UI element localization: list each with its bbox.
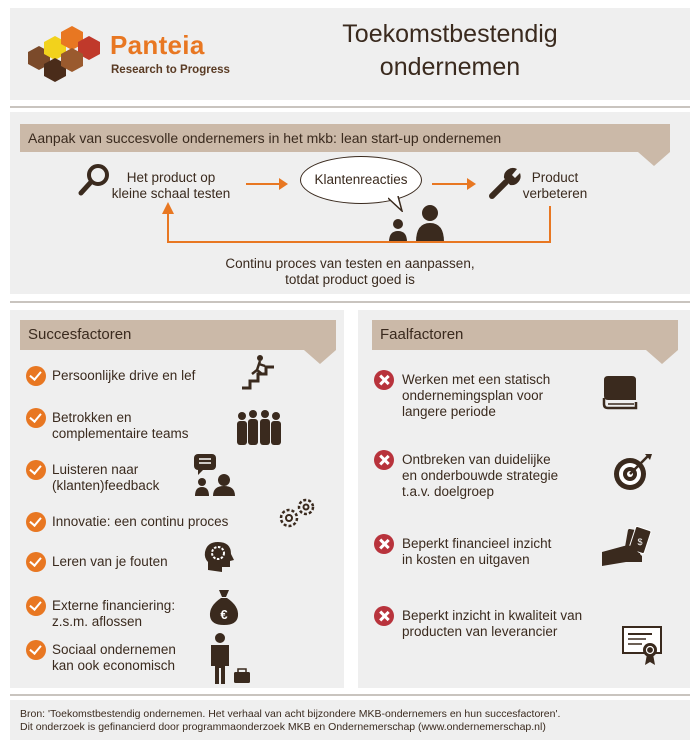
success-item-line: Externe financiering: <box>52 598 176 613</box>
success-item-line: z.s.m. aflossen <box>52 614 143 629</box>
certificate-icon <box>622 626 664 666</box>
cross-icon <box>374 450 394 470</box>
success-item <box>52 554 168 570</box>
step-customer-reactions: Klantenreacties <box>314 172 408 187</box>
header <box>10 8 690 100</box>
success-item <box>52 642 176 674</box>
success-item-line: complementaire teams <box>52 426 189 441</box>
footer <box>10 700 690 740</box>
cross-icon <box>374 606 394 626</box>
divider <box>10 301 690 303</box>
failure-item-line: langere periode <box>402 404 496 419</box>
success-item-line: Innovatie: een continu proces <box>52 514 229 529</box>
process-section <box>10 112 690 294</box>
loop-line-1: Continu proces van testen en aanpassen, <box>225 256 475 271</box>
cross-icon <box>374 534 394 554</box>
feedback-icon <box>194 454 238 496</box>
success-item <box>52 598 175 630</box>
failure-item-line: in kosten en uitgaven <box>402 552 530 567</box>
step-improve-line-2: verbeteren <box>522 186 588 201</box>
success-item-line: Betrokken en <box>52 410 132 425</box>
divider <box>10 694 690 696</box>
step-test-line-2: kleine schaal testen <box>111 186 231 201</box>
check-icon <box>26 512 46 532</box>
failure-item-line: en onderbouwde strategie <box>402 468 559 483</box>
success-item-line: Luisteren naar <box>52 462 139 477</box>
check-icon <box>26 366 46 386</box>
failure-item <box>402 372 550 420</box>
failure-item-line: Werken met een statisch <box>402 372 551 387</box>
brand-name: Panteia <box>110 30 205 60</box>
step-test-line-1: Het product op <box>126 170 216 185</box>
source-note <box>20 708 560 734</box>
loop-line-2: totdat product goed is <box>285 272 415 287</box>
head-gear-icon <box>202 540 236 574</box>
brand-tagline: Research to Progress <box>111 64 230 76</box>
success-item-line: (klanten)feedback <box>52 478 160 493</box>
success-item <box>52 368 195 384</box>
process-banner <box>20 124 670 152</box>
feedback-loop-arrow <box>160 198 560 246</box>
success-banner <box>20 320 336 350</box>
arrow-right-2 <box>432 183 474 185</box>
check-icon <box>26 552 46 572</box>
businessman-icon <box>206 632 252 684</box>
failure-item-line: Ontbreken van duidelijke <box>402 452 551 467</box>
success-item <box>52 410 189 442</box>
source-line-1: Bron: 'Toekomstbestendig ondernemen. Het verhaal van acht bijzondere MKB-ondernemers en hun succesfactoren'. <box>20 708 561 720</box>
source-line-2: Dit onderzoek is gefinancierd door programmaonderzoek MKB en Ondernemerschap (www.ondernemerschap.nl) <box>20 721 546 733</box>
svg-text:$: $ <box>637 537 643 547</box>
climbing-stairs-icon <box>240 354 276 390</box>
divider <box>10 106 690 108</box>
loop-description <box>190 256 510 288</box>
success-item-line: Leren van je fouten <box>52 554 168 569</box>
title-line-1: Toekomstbestendig <box>342 20 558 48</box>
success-item <box>52 514 228 530</box>
check-icon <box>26 596 46 616</box>
failure-item <box>402 536 551 568</box>
target-icon <box>612 452 654 492</box>
failure-item-line: producten van leverancier <box>402 624 558 639</box>
failure-item-line: Beperkt inzicht in kwaliteit van <box>402 608 583 623</box>
failure-banner <box>372 320 678 350</box>
check-icon <box>26 640 46 660</box>
cash-hand-icon <box>602 526 654 570</box>
failure-item <box>402 608 582 640</box>
failure-item-line: ondernemingsplan voor <box>402 388 544 403</box>
failure-item-line: Beperkt financieel inzicht <box>402 536 552 551</box>
success-factors-panel <box>10 310 344 688</box>
title-line-2: ondernemen <box>379 53 521 81</box>
gears-icon <box>278 496 318 532</box>
team-icon <box>234 408 284 446</box>
page-title <box>300 18 600 84</box>
process-banner-text: Aanpak van succesvolle ondernemers in het mkb: lean start-up ondernemen <box>28 130 502 146</box>
check-icon <box>26 408 46 428</box>
step-improve-line-1: Product <box>531 170 579 185</box>
check-icon <box>26 460 46 480</box>
success-item <box>52 462 159 494</box>
book-icon <box>600 374 640 410</box>
success-item-line: Sociaal ondernemen <box>52 642 176 657</box>
failure-item-line: t.a.v. doelgroep <box>402 484 495 499</box>
cross-icon <box>374 370 394 390</box>
failure-heading: Faalfactoren <box>380 326 464 343</box>
money-bag-icon <box>208 588 240 626</box>
arrow-right-1 <box>246 183 286 185</box>
svg-text:€: € <box>220 607 228 622</box>
failure-factors-panel <box>358 310 690 688</box>
failure-item <box>402 452 558 500</box>
success-item-line: kan ook economisch <box>52 658 176 673</box>
success-item-line: Persoonlijke drive en lef <box>52 368 196 383</box>
success-heading: Succesfactoren <box>28 326 132 343</box>
